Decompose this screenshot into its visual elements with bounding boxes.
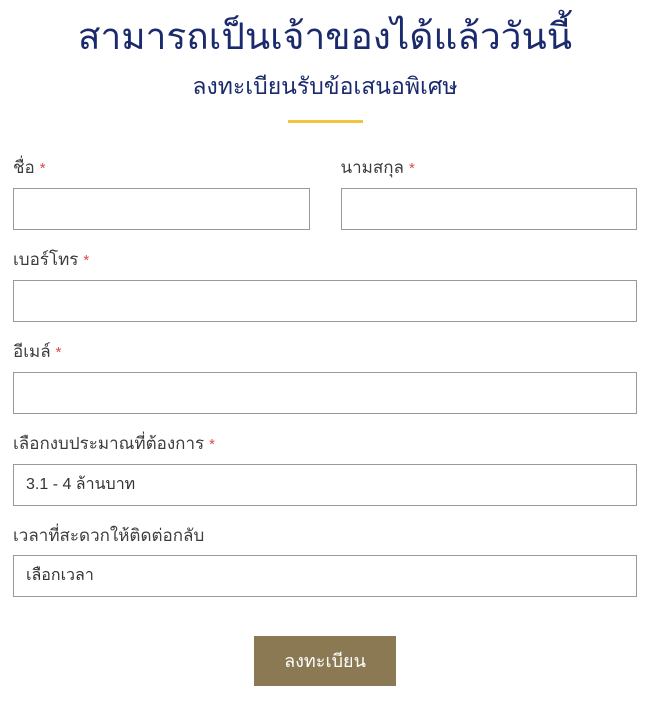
email-field-group [13,342,637,414]
budget-required-mark: * [209,435,215,453]
email-label-text: อีเมล์ [13,341,51,361]
register-button[interactable]: ลงทะเบียน [254,636,396,686]
phone-input[interactable] [13,280,637,322]
callback-time-field-group [13,526,637,597]
first-name-input[interactable] [13,188,310,230]
form-actions [13,636,637,686]
first-name-field-group [13,158,310,230]
page-subtitle: ลงทะเบียนรับข้อเสนอพิเศษ [192,73,458,100]
phone-required-mark: * [83,251,90,269]
registration-form [13,158,637,686]
first-name-label [13,158,310,179]
phone-field-group [13,250,637,322]
callback-time-label [13,526,637,546]
first-name-label-text: ชื่อ [13,157,35,177]
last-name-required-mark: * [408,159,415,177]
first-name-required-mark: * [39,159,46,177]
budget-field-group [13,434,637,506]
page-title: สามารถเป็นเจ้าของได้แล้ววันนี้ [77,16,573,57]
email-required-mark: * [55,343,62,361]
last-name-label-text: นามสกุล [340,157,404,177]
callback-time-label-text: เวลาที่สะดวกให้ติดต่อกลับ [13,525,205,545]
last-name-field-group [341,158,638,230]
callback-time-select[interactable]: เลือกเวลา [13,555,637,597]
budget-label [13,434,637,455]
name-row [13,158,637,250]
last-name-input[interactable] [341,188,638,230]
budget-select[interactable]: 3.1 - 4 ล้านบาท [13,464,637,506]
last-name-label [341,158,638,179]
gold-divider [288,120,363,123]
email-label [13,342,637,363]
phone-label-text: เบอร์โทร [13,249,79,269]
email-input[interactable] [13,372,637,414]
phone-label [13,250,637,271]
budget-label-text: เลือกงบประมาณที่ต้องการ [13,433,205,453]
